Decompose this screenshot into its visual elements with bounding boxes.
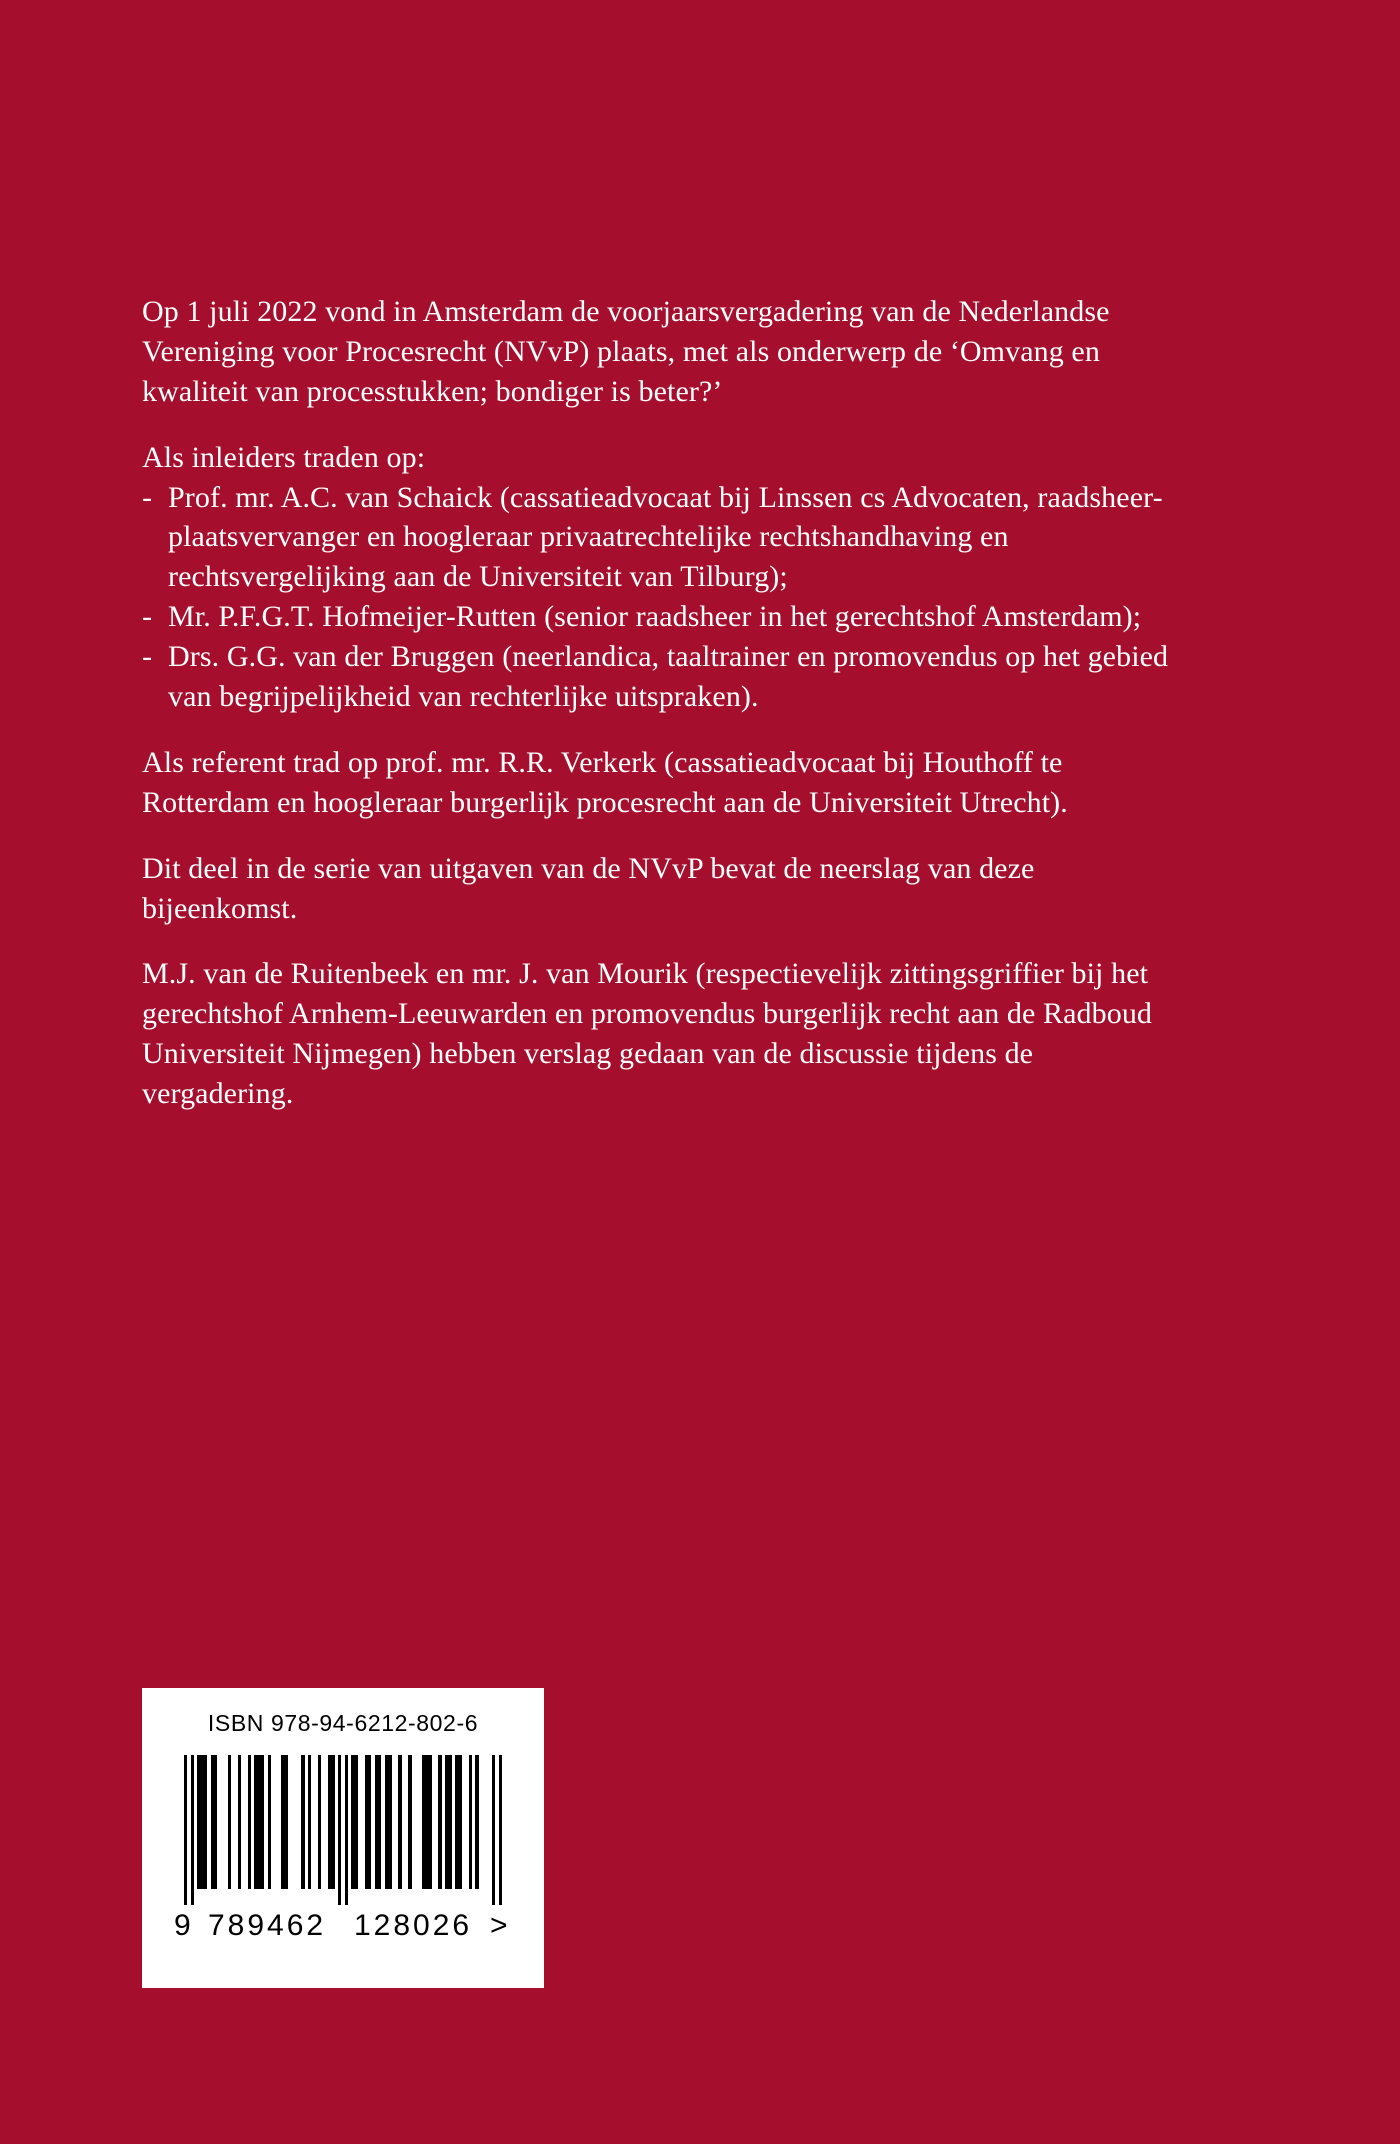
speakers-list: [142, 478, 1182, 717]
reporters-paragraph: M.J. van de Ruitenbeek en mr. J. van Mourik (respectievelijk zittingsgriffier bij het gerechtshof Arnhem-Leeuwarden en promovendus burgerlijk recht aan de Radboud Universiteit Nijmegen) hebben verslag gedaan van de discussie tijdens de vergadering.: [142, 957, 1153, 1111]
list-item-label: Prof. mr. A.C. van Schaick (cassatieadvocaat bij Linssen cs Advocaten, raadsheer-plaatsvervanger en hoogleraar privaatrechtelijke rechtshandhaving en rechtsvergelijking aan de Universiteit van Tilburg);: [168, 480, 1163, 594]
barcode-digit-right: >: [490, 1909, 508, 1942]
referent-paragraph: Als referent trad op prof. mr. R.R. Verkerk (cassatieadvocaat bij Houthoff te Rotterdam en hoogleraar burgerlijk procesrecht aan de Universiteit Utrecht).: [142, 745, 1068, 819]
isbn-barcode-block: [142, 1688, 544, 1988]
intro-paragraph: Op 1 juli 2022 vond in Amsterdam de voorjaarsvergadering van de Nederlandse Vereniging voor Procesrecht (NVvP) plaats, met als onderwerp de ‘Omvang en kwaliteit van processtukken; bondiger is beter?’: [142, 295, 1110, 408]
list-item: [142, 637, 1182, 717]
barcode-digit-group-1: 789462: [208, 1909, 327, 1942]
list-item-label: Drs. G.G. van der Bruggen (neerlandica, taaltrainer en promovendus op het gebied van begrijpelijkheid van rechterlijke uitspraken).: [168, 640, 1169, 714]
barcode-digit-group-2: 128026: [354, 1909, 473, 1942]
barcode-bars: [184, 1755, 502, 1905]
barcode-digits: [174, 1909, 512, 1945]
isbn-label: ISBN 978-94-6212-802-6: [207, 1710, 479, 1736]
speakers-heading: Als inleiders traden op:: [142, 440, 426, 474]
bullet-dash-icon: -: [142, 640, 153, 674]
barcode-digit-left: 9: [174, 1909, 191, 1942]
list-item: [142, 597, 1182, 637]
list-item-label: Mr. P.F.G.T. Hofmeijer-Rutten (senior raadsheer in het gerechtshof Amsterdam);: [168, 600, 1142, 634]
bullet-dash-icon: -: [142, 600, 153, 634]
blurb-text-block: [142, 292, 1182, 1114]
list-item: [142, 478, 1182, 598]
bullet-dash-icon: -: [142, 480, 153, 514]
series-paragraph: Dit deel in de serie van uitgaven van de NVvP bevat de neerslag van deze bijeenkomst.: [142, 851, 1035, 925]
